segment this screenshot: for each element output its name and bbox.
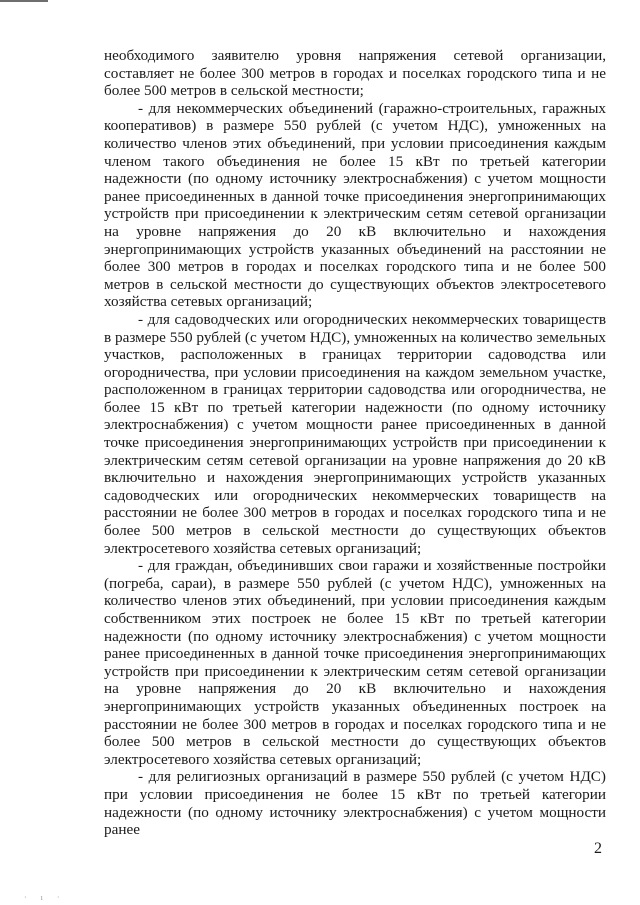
paragraph-continuation: необходимого заявителю уровня напряжения сетевой организации, составляет не более 300 метров в городах и поселках городского типа и не более 500 метров в сельской местности; <box>104 47 606 100</box>
paragraph-garden-partnerships: - для садоводческих или огороднических некоммерческих товариществ в размере 550 рублей (с учетом НДС), умноженных на количество земельных участков, расположенных в границах территории садоводства или огородничества, при условии присоединения на каждом земельном участке, расположенном в границах территории садоводства или огородничества, не более 15 кВт по третьей категории надежности (по одному источнику электроснабжения) с учетом мощности ранее присоединенных в данной точке присоединения энергопринимающих устройств при присоединении к электрическим сетям сетевой организации на уровне напряжения до 20 кВ включительно и нахождения энергопринимающих устройств указанных садоводческих или огороднических некоммерческих товариществ на расстоянии не более 300 метров в городах и поселках городского типа и не более 500 метров в сельской местности до существующих объектов электросетевого хозяйства сетевых организаций; <box>104 310 606 557</box>
paragraph-religious-organizations: - для религиозных организаций в размере 550 рублей (с учетом НДС) при условии присоединения не более 15 кВт по третьей категории надежности (по одному источнику электроснабжения) с учетом мощности ранее <box>104 768 606 839</box>
scan-artifact-marks: · ı · <box>24 893 66 902</box>
page-number: 2 <box>594 840 602 857</box>
scan-edge-mark <box>0 0 48 2</box>
paragraph-garage-cooperatives: - для некоммерческих объединений (гаражно-строительных, гаражных кооперативов) в размере 550 рублей (с учетом НДС), умноженных на количество членов этих объединений, при условии присоединения каждым членом такого объединения не более 15 кВт по третьей категории надежности (по одному источнику электроснабжения) с учетом мощности ранее присоединенных в данной точке присоединения энергопринимающих устройств при присоединении к электрическим сетям сетевой организации на уровне напряжения до 20 кВ включительно и нахождения энергопринимающих устройств указанных объединений на расстоянии не более 300 метров в городах и поселках городского типа и не более 500 метров в сельской местности до существующих объектов электросетевого хозяйства сетевых организаций; <box>104 99 606 311</box>
paragraph-citizen-associations: - для граждан, объединивших свои гаражи и хозяйственные постройки (погреба, сараи), в размере 550 рублей (с учетом НДС), умноженных на количество членов этих объединений, при условии присоединения каждым собственником этих построек не более 15 кВт по третьей категории надежности (по одному источнику электроснабжения) с учетом мощности ранее присоединенных в данной точке присоединения энергопринимающих устройств при присоединении к электрическим сетям сетевой организации на уровне напряжения до 20 кВ включительно и нахождения энергопринимающих устройств указанных объединенных построек на расстоянии не более 300 метров в городах и поселках городского типа и не более 500 метров в сельской местности до существующих объектов электросетевого хозяйства сетевых организаций; <box>104 557 606 768</box>
document-body <box>104 47 606 839</box>
